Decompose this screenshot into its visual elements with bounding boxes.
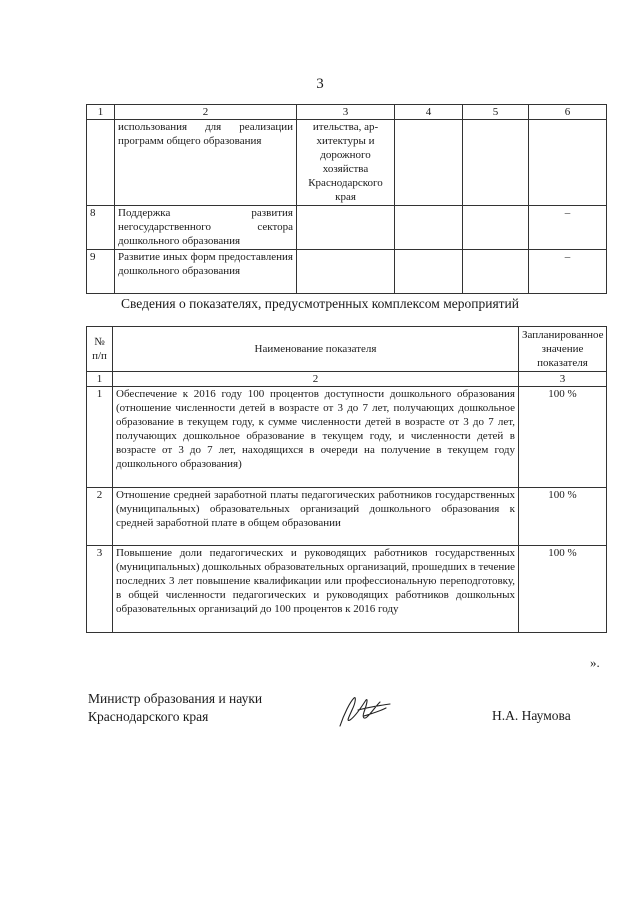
- header-cell: 6: [529, 105, 607, 120]
- table-row: [87, 546, 607, 633]
- header-cell: 3: [297, 105, 395, 120]
- row-number: 3: [87, 546, 113, 633]
- activity-name: Развитие иных форм предоставления дошкольного образования: [115, 250, 297, 294]
- handwritten-signature: [334, 692, 394, 732]
- cell: [395, 120, 463, 206]
- activity-name: Поддержка развития негосударственного сектора дошкольного образования: [115, 206, 297, 250]
- subheader-cell: 3: [519, 372, 607, 387]
- executor: ительства, ар-хитектуры и дорожного хозяйства Краснодарского края: [297, 120, 395, 206]
- table-header-row: [87, 327, 607, 372]
- signatory-name: Н.А. Наумова: [492, 708, 571, 723]
- signatory-position: [88, 690, 262, 726]
- subheader-cell: 2: [113, 372, 519, 387]
- closing-quote-mark: ».: [590, 655, 600, 670]
- executor: [297, 250, 395, 294]
- activity-name: использования для реализации программ общего образования: [115, 120, 297, 206]
- indicators-table: [86, 326, 607, 633]
- table-row: [87, 387, 607, 488]
- cell: [529, 120, 607, 206]
- activities-table: [86, 104, 607, 294]
- subheader-cell: 1: [87, 372, 113, 387]
- row-number: 8: [87, 206, 115, 250]
- cell: [395, 206, 463, 250]
- row-number: [87, 120, 115, 206]
- header-cell: 1: [87, 105, 115, 120]
- header-num: № п/п: [87, 327, 113, 372]
- position-line: Краснодарского края: [88, 709, 209, 724]
- header-name: Наименование показателя: [113, 327, 519, 372]
- table-row: [87, 488, 607, 546]
- table-subheader-row: [87, 372, 607, 387]
- cell: [463, 250, 529, 294]
- page-number: 3: [316, 76, 324, 92]
- table-row: [87, 206, 607, 250]
- header-cell: 4: [395, 105, 463, 120]
- row-number: 9: [87, 250, 115, 294]
- table-row: [87, 120, 607, 206]
- indicator-value: 100 %: [519, 488, 607, 546]
- row-number: 1: [87, 387, 113, 488]
- indicator-name: Отношение средней заработной платы педагогических работников государственных (муниципальных) образовательных организаций дошкольного образования к средней заработной плате в общем образовании: [113, 488, 519, 546]
- row-number: 2: [87, 488, 113, 546]
- cell: –: [529, 206, 607, 250]
- indicator-value: 100 %: [519, 387, 607, 488]
- cell: [463, 206, 529, 250]
- indicator-name: Обеспечение к 2016 году 100 процентов доступности дошкольного образования (отношение численности детей в возрасте от 3 до 7 лет, получающих дошкольное образование в текущем году, к сумме численности детей в возрасте от 3 до 7 лет, получающих дошкольное образование в текущем году, и численности детей в возрасте от 3 до 7 лет, находящихся в очереди на получение в текущем году дошкольного образования): [113, 387, 519, 488]
- header-value: Запланированное значение показателя: [519, 327, 607, 372]
- header-cell: 5: [463, 105, 529, 120]
- table-header-row: [87, 105, 607, 120]
- header-cell: 2: [115, 105, 297, 120]
- section-title: Сведения о показателях, предусмотренных комплексом мероприятий: [120, 296, 519, 311]
- cell: [395, 250, 463, 294]
- table-row: [87, 250, 607, 294]
- position-line: Министр образования и науки: [88, 691, 263, 706]
- executor: [297, 206, 395, 250]
- cell: [463, 120, 529, 206]
- indicator-value: 100 %: [519, 546, 607, 633]
- cell: –: [529, 250, 607, 294]
- indicator-name: Повышение доли педагогических и руководящих работников государственных (муниципальных) дошкольных образовательных организаций, прошедших в течение последних 3 лет повышение квалификации или профессиональную переподготовку, в общей численности педагогических и руководящих работников дошкольных образовательных организаций до 100 процентов к 2016 году: [113, 546, 519, 633]
